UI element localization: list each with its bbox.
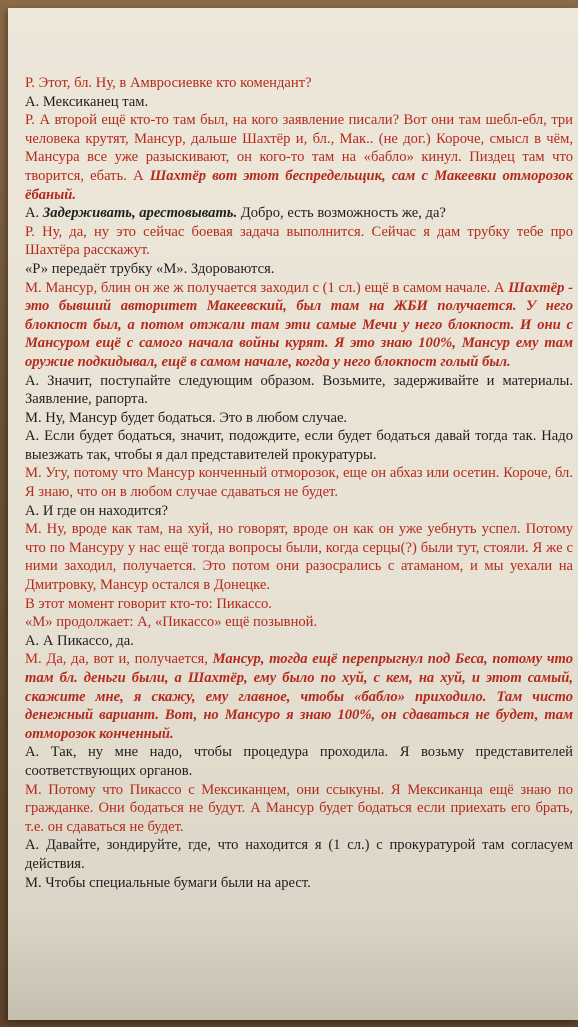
transcript-line xyxy=(25,595,573,614)
transcript-line xyxy=(25,743,573,780)
emphasized-text: Шахтёр вот этот беспредельщик, сам с Макеевки отморозок ёбаный. xyxy=(25,167,573,203)
line-text: А. Мексиканец там. xyxy=(25,93,149,110)
line-text: Р. А второй ещё кто-то там был, на кого заявление писали? Вот они там шебл-ебл, три человека крутят, Мансур, дальше Шахтёр и, бл., Мак.. (не дог.) Короче, смысл в чём, Мансура все уже разыскивают, он кого-то там на «бабло» кинул. Пиздец там что творится, ебать. А xyxy=(25,112,573,184)
transcript-line xyxy=(25,464,573,501)
transcript-text xyxy=(25,74,573,892)
line-text: М. Потому что Пикассо с Мексиканцем, они ссыкуны. Я Мексиканца ещё знаю по гражданке. Они бодаться не будут. А Мансур будет бодаться если приехать его брать, т.е. он сдаваться не будет. xyxy=(25,781,573,835)
paper-shadow xyxy=(8,910,578,1020)
transcript-line xyxy=(25,74,573,93)
line-text: М. Да, да, вот и, получается, xyxy=(25,651,213,668)
transcript-line xyxy=(25,874,573,893)
line-text: М. Мансур, блин он же ж получается заходил с (1 сл.) ещё в самом начале. А xyxy=(25,279,509,296)
transcript-line xyxy=(25,204,573,223)
emphasized-text: Задерживать, арестовывать. xyxy=(42,205,238,222)
transcript-line xyxy=(25,409,573,428)
transcript-line xyxy=(25,93,573,112)
transcript-line xyxy=(25,502,573,521)
line-text: «М» продолжает: А, «Пикассо» ещё позывной. xyxy=(25,614,318,631)
transcript-line xyxy=(25,836,573,873)
line-text: А. Если будет бодаться, значит, подождите, если будет бодаться давай тогда так. Надо выезжать так, чтобы я дал представителей прокуратуры. xyxy=(25,428,573,463)
line-text: А. Давайте, зондируйте, где, что находится я (1 сл.) с прокуратурой там согласуем действия. xyxy=(25,837,573,872)
transcript-line xyxy=(25,260,573,279)
transcript-line xyxy=(25,223,573,260)
emphasized-text: Шахтёр - это бывший авторитет Макеевский, был там на ЖБИ получается. У него блокпост был, а потом отжали там эти самые Мечи у него блокпост. И они с Мансуром ещё с самого начала войны курят. Я это знаю 100%, Мансур ему там оружие подкидывал, ещё в самом начале, когда у него блокпост голый был. xyxy=(25,279,573,370)
line-text: А. И где он находится? xyxy=(25,502,168,519)
transcript-line xyxy=(25,613,573,632)
transcript-line xyxy=(25,650,573,743)
transcript-line xyxy=(25,372,573,409)
document-sheet xyxy=(8,8,578,1020)
transcript-line xyxy=(25,427,573,464)
emphasized-text: Мансур, тогда ещё перепрыгнул под Беса, потому что там бл. деньги были, а Шахтёр, ему было по хуй, с кем, на хуй, и этот самый, скажите мне, я скажу, ему главное, чтобы «бабло» приходило. Там чисто денежный вариант. Вот, но Мансуро я знаю 100%, он сдаваться не будет, там отморозок конченный. xyxy=(25,651,573,742)
line-text: «Р» передаёт трубку «М». Здороваются. xyxy=(25,260,275,277)
transcript-line xyxy=(25,111,573,204)
line-text: В этот момент говорит кто-то: Пикассо. xyxy=(25,595,272,612)
line-text: А. Значит, поступайте следующим образом. Возьмите, задерживайте и материалы. Заявление, рапорта. xyxy=(25,372,573,408)
line-text: А. xyxy=(25,205,43,222)
line-text: Р. Ну, да, ну это сейчас боевая задача выполнится. Сейчас я дам трубку тебе про Шахтёра расскажут. xyxy=(25,223,573,259)
line-text: Р. Этот, бл. Ну, в Амвросиевке кто комендант? xyxy=(25,75,312,91)
line-text: А. Так, ну мне надо, чтобы процедура проходила. Я возьму представителей соответствующих органов. xyxy=(25,744,573,779)
line-text: М. Чтобы специальные бумаги были на арест. xyxy=(25,874,311,891)
line-text: Добро, есть возможность же, да? xyxy=(237,205,446,222)
transcript-line xyxy=(25,520,573,594)
line-text: М. Ну, Мансур будет бодаться. Это в любом случае. xyxy=(25,409,348,426)
transcript-line xyxy=(25,279,573,372)
line-text: М. Угу, потому что Мансур конченный отморозок, еще он абхаз или осетин. Короче, бл. Я знаю, что он в любом случае сдаваться не будет. xyxy=(25,465,573,501)
transcript-line xyxy=(25,781,573,837)
line-text: М. Ну, вроде как там, на хуй, но говорят, вроде он как он уже уебнуть успел. Потому что по Мансуру у нас ещё тогда вопросы были, когда серцы(?) были тут, стояли. Я же с ними заходил, получается. Это потом они разосрались с атаманом, и мы уехали на Дмитровку, Мансур остался в Донецке. xyxy=(25,521,573,594)
transcript-line xyxy=(25,632,573,651)
line-text: А. А Пикассо, да. xyxy=(25,632,134,649)
